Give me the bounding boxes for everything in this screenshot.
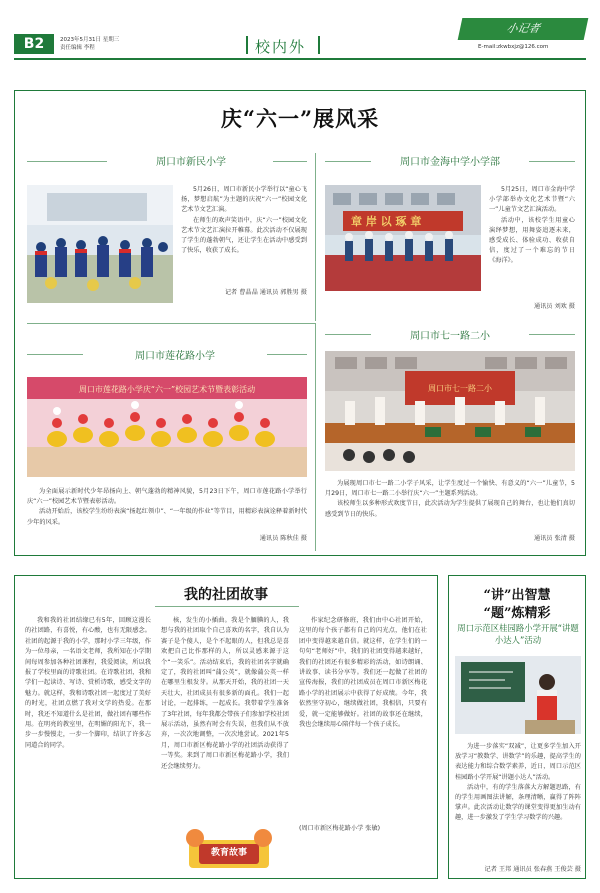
rule (529, 161, 575, 162)
article-column-3 (299, 616, 427, 821)
page-number: B2 (14, 34, 54, 54)
xinmin-photo-art (27, 185, 173, 303)
header-rule (14, 58, 586, 60)
paragraph: 我和我的社团结缘已有5年，回顾这漫长的社团路，有喜悦，有心酸，也有无限感念。社团的起源于我的小学，那时小学三年级，作为一位母亲，一名语文老师，我所知在小学期间每周参加各种社团课程，我爱阅读，所以我报了学校里面的诗歌社团。在诗歌社团，我和学们一起读诗、写诗、赏析诗歌，感受文字的魅力。就这样，我和诗歌社团一起度过了美好的时光，社团点燃了我对文学的热爱。在那时，我还不知道什么是社团，做社团有哪些作用。在明亮的教室里，在明媚的阳光下，我一步一步慢慢走，一步一个脚印，结识了许多志同道合的同学。 (25, 617, 151, 749)
photo-credit: 记者 王邦 通讯员 张春燕 王俊芸 摄 (484, 866, 581, 873)
lianhua-photo-art (27, 377, 307, 477)
row-divider (27, 323, 315, 324)
xinmin-photo (27, 185, 173, 303)
sidebar-text (455, 742, 581, 824)
rule (27, 354, 83, 355)
section-bar-left (246, 36, 248, 54)
paragraph: 作家纪念研修班，我们由中心社团开始，这里的每个孩子都有自己的闪光点，他们在社团中变得越来越自信。就这样，在学生们的一句句“老师好”中，我们的社团变得越来越好，我们的社团还有很多精彩的活动，如诗朗诵、讲故事、读书分享等。我们还一起做了社团的宣传海报，我们的社团成员在周口市新区梅花路小学的社团展示中获得了好成绩。今年，我依然坚守初心，继续做社团，我相信，只要有爱，就一定能够做好。社团的故事还在继续，我也会继续用心陪伴每一个孩子成长。 (299, 617, 427, 729)
school-name-lianhua: 周口市莲花路小学 (135, 351, 215, 362)
sidebar-story (448, 575, 586, 879)
qiyi-photo (325, 351, 575, 471)
paragraph: 活动中，有的学生落落大方解题思路，有的学生用画图法讲解，条理清晰，赢得了阵阵掌声。此次活动让数学的课堂变得更加生动有趣，进一步激发了学生学习数学的兴趣。 (455, 783, 581, 822)
qiyi-text (325, 479, 575, 520)
jinhai-photo (325, 185, 481, 291)
sidebar-title-line1: “讲”出智慧 (483, 588, 551, 603)
paragraph: 为进一步落实“双减”，让更多学生加入开放学习“教数学、讲数学”的乐趣，提高学生的表达能力和综合数学素养，近日，周口示范区桂园路小学开展“讲题小达人”活动。 (455, 743, 581, 781)
rule (325, 161, 371, 162)
publish-date: 2023年5月31日 星期三 (60, 37, 120, 43)
paragraph: 5月26日，周口市新民小学举行以“童心飞扬，梦想启航”为主题的庆祝“六一”校园文化艺术节文艺汇演。 (181, 186, 308, 214)
paragraph: 为展现周口市七一路二小学子风采，让学生度过一个愉快、有意义的“六一”儿童节，5月29日，周口市七一路二小举行庆“六一”主题系列活动。 (325, 480, 575, 498)
sidebar-subtitle: 周口示范区桂园路小学开展“讲题小达人”活动 (457, 623, 579, 645)
qiyi-photo-art (325, 351, 575, 471)
photo-credit: 通讯员 张清 摄 (533, 535, 575, 542)
feature-box (14, 90, 586, 556)
photo-credit: 通讯员 陈秋佳 摄 (259, 535, 307, 542)
education-story-badge (181, 826, 277, 872)
column-divider (315, 323, 316, 551)
photo-credit: 记者 曹晶晶 通讯员 郭胜男 摄 (224, 289, 307, 296)
paragraph: 该校师生以多种形式欢度节日，此次活动为学生提供了展现自己的舞台，也让他们真切感受到节日的快乐。 (325, 500, 575, 518)
page-header (0, 0, 600, 56)
lianhua-text (27, 487, 307, 528)
section-title: 校内外 (255, 38, 307, 56)
jinhai-photo-art (325, 185, 481, 291)
jinhai-text (489, 185, 575, 267)
school-name-xinmin: 周口市新民小学 (156, 157, 226, 168)
date-line (60, 36, 119, 52)
paragraph: 为全面展示新时代少年昂扬向上、朝气蓬勃的精神风貌，5月23日下午，周口市莲花路小学举行庆“六一”校园艺术节暨表彰活动。 (27, 488, 307, 506)
brand-banner (458, 18, 589, 40)
badge-label: 教育故事 (210, 848, 247, 858)
article-column-2 (161, 616, 289, 818)
rule (529, 334, 575, 335)
photo-credit: 通讯员 刘欢 摄 (533, 303, 575, 310)
contact-email[interactable]: E-mail:zkwbxjz@126.com (478, 44, 549, 50)
paragraph: 活动开始后，该校学生纷纷表演“扬起红领巾”、“一年级的作业”等节目，用精彩表演诠释着新时代少年的风采。 (27, 508, 307, 526)
paragraph: 5月25日，周口市金海中学小学部举办文化艺术节暨“六一”儿童节文艺汇演活动。 (489, 186, 575, 214)
school-name-jinhai: 周口市金海中学小学部 (400, 157, 500, 168)
lianhua-photo (27, 377, 307, 477)
sidebar-photo-art (455, 656, 581, 734)
article-column-1 (25, 616, 151, 866)
article-byline: (周口市新区梅花路小学 张敏) (299, 825, 381, 832)
paragraph: 在师生的欢声笑语中，庆“六一”校园文化艺术节文艺汇演拉开帷幕。此次活动不仅展现了学生的蓬勃朝气，还让学生在活动中感受到了快乐，收获了成长。 (181, 216, 307, 255)
title-underline (155, 606, 299, 607)
paragraph: 活动中，该校学生用童心演绎梦想，用舞姿追逐未来，感受成长、体验成功、收获自信，度过了一个难忘的节日《海洋》。 (489, 216, 575, 265)
article-title: 我的社团故事 (184, 587, 268, 603)
sidebar-photo (455, 656, 581, 734)
lianhua-banner-text: 周口市莲花路小学庆“六一”校园艺术节暨表彰活动 (78, 385, 256, 394)
xinmin-text (181, 185, 307, 256)
rule (27, 161, 107, 162)
section-bar-right (318, 36, 320, 54)
rule (273, 161, 307, 162)
rule (325, 334, 371, 335)
rule (267, 354, 307, 355)
paragraph: 核，发生的小插曲。我是个腼腆的人，我想与我的社团取个自己喜欢的名字，我自认为赛子是个傻人，是个不起眼的人，但我总是喜欢把自己比作那样的人，所以灵感来源于这个“一笑乐”。活动结束后，我的社团名字就确定了，我的社团叫“蒲公英”，就像蒲公英一样在哪里生根发芽。从那天开始，我的社团一天天壮大，社团成员有很多新的面孔。我们一起讨论，一起排练，一起成长。我带着学生准备了3年社团，每年我都会带孩子们参加学校社团展示活动，虽然有时会有失误，但我们从不放弃，一次次地调整，一次次地尝试。2021年5月，周口市新区梅花路小学的社团活动获得了一等奖。来到了周口市新区梅花路小学，我们还会继续努力。 (161, 617, 289, 770)
column-divider (315, 153, 316, 321)
editor-line: 责任编辑 李程 (60, 45, 95, 51)
brand-label: 小记者 (505, 22, 541, 35)
sidebar-title-line2: “题”炼精彩 (483, 606, 551, 621)
club-story-article (14, 575, 438, 879)
school-name-qiyi: 周口市七一路二小 (410, 331, 490, 342)
feature-title: 庆“六一”展风采 (220, 106, 380, 131)
svg-text:章 岸 以 琢 章: 章 岸 以 琢 章 (351, 215, 422, 228)
qiyi-banner-text: 周口市七一路二小 (428, 384, 492, 393)
